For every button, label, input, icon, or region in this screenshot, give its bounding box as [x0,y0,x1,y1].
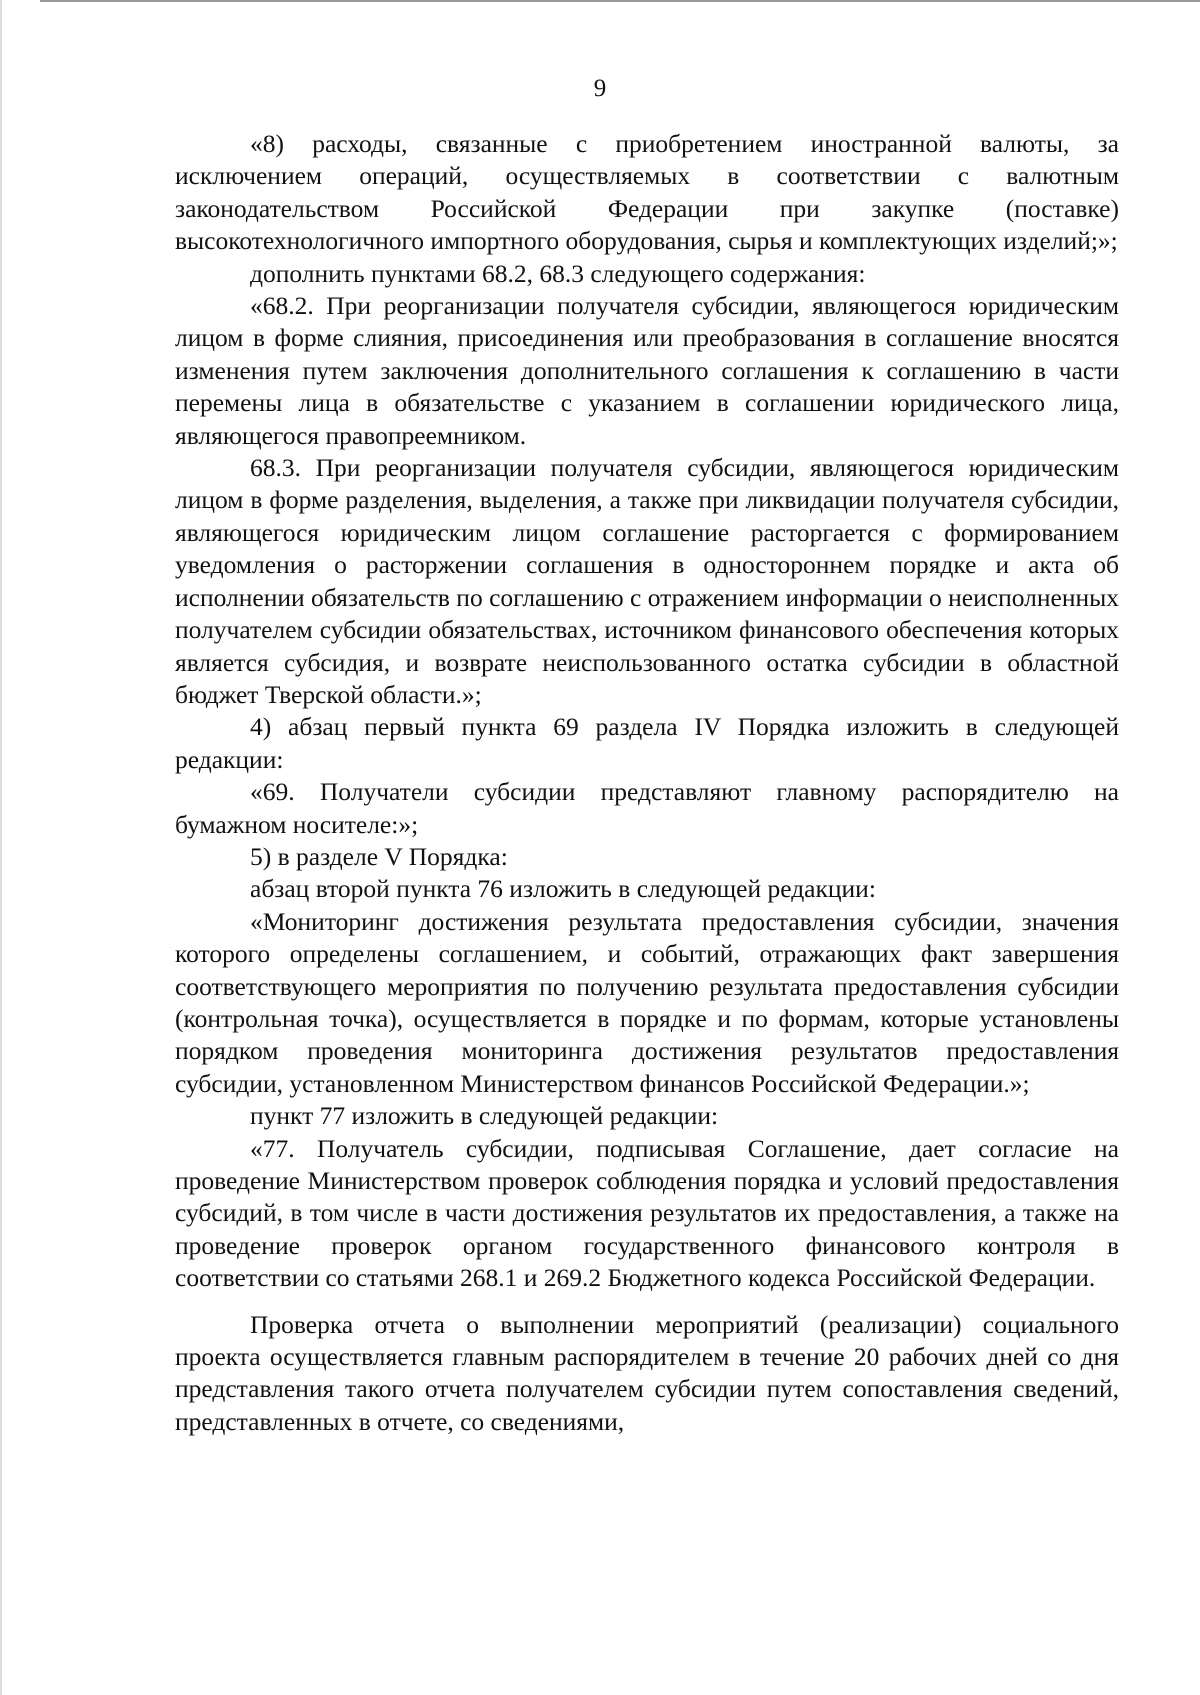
paragraph-item-4: 4) абзац первый пункта 69 раздела IV Порядка изложить в следующей редакции: [175,712,1119,774]
paragraph-point-77-intro: пункт 77 изложить в следующей редакции: [250,1101,719,1131]
scan-edge-left [0,0,2,1695]
paragraph-add-points: дополнить пунктами 68.2, 68.3 следующего содержания: [250,258,866,288]
paragraph-point-77: «77. Получатель субсидии, подписывая Соглашение, дает согласие на проведение Министерством проверок соблюдения порядка и условий предоставления субсидий, в том числе в части достижения результатов их предоставления, а также на проведение проверок органом государственного финансового контроля в соответствии со статьями 268.1 и 269.2 Бюджетного кодекса Российской Федерации. [175,1133,1119,1293]
paragraph-point-69: «69. Получатели субсидии представляют главному распорядителю на бумажном носителе:»; [175,777,1119,839]
paragraph-point-68-3: 68.3. При реорганизации получателя субсидии, являющегося юридическим лицом в форме разделения, выделения, а также при ликвидации получателя субсидии, являющегося юридическим лицом соглашение расторгается с формированием уведомления о расторжении соглашения в одностороннем порядке и акта об исполнении обязательств по соглашению с отражением информации о неисполненных получателем субсидии обязательствах, источником финансового обеспечения которых является субсидия, и возврате неиспользованного остатка субсидии в областной бюджет Тверской области.»; [175,453,1119,709]
page-number: 9 [593,75,607,102]
document-body [175,128,1119,1438]
scan-edge-top [40,0,1200,2]
paragraph-point-68-2: «68.2. При реорганизации получателя субсидии, являющегося юридическим лицом в форме слияния, присоединения или преобразования в соглашение вносятся изменения путем заключения дополнительного соглашения к соглашению в части перемены лица в обязательстве с указанием в соглашении юридического лица, являющегося правопреемником. [175,291,1119,450]
paragraph-item-5: 5) в разделе V Порядка: [250,841,508,871]
paragraph-item-8-expenses: «8) расходы, связанные с приобретением иностранной валюты, за исключением операций, осуществляемых в соответствии с валютным законодательством Российской Федерации при закупке (поставке) высокотехнологичного импортного оборудования, сырья и комплектующих изделий;»; [175,129,1119,256]
paragraph-point-76-intro: абзац второй пункта 76 изложить в следующей редакции: [250,874,876,904]
paragraph-report-check: Проверка отчета о выполнении мероприятий (реализации) социального проекта осуществляется главным распорядителем в течение 20 рабочих дней со дня представления такого отчета получателем субсидии путем сопоставления сведений, представленных в отчете, со сведениями, [175,1309,1119,1436]
paragraph-monitoring: «Мониторинг достижения результата предоставления субсидии, значения которого определены соглашением, и событий, отражающих факт завершения соответствующего мероприятия по получению результата предоставления субсидии (контрольная точка), осуществляется в порядке и по формам, которые установлены порядком проведения мониторинга достижения результатов предоставления субсидии, установленном Министерством финансов Российской Федерации.»; [175,906,1119,1098]
